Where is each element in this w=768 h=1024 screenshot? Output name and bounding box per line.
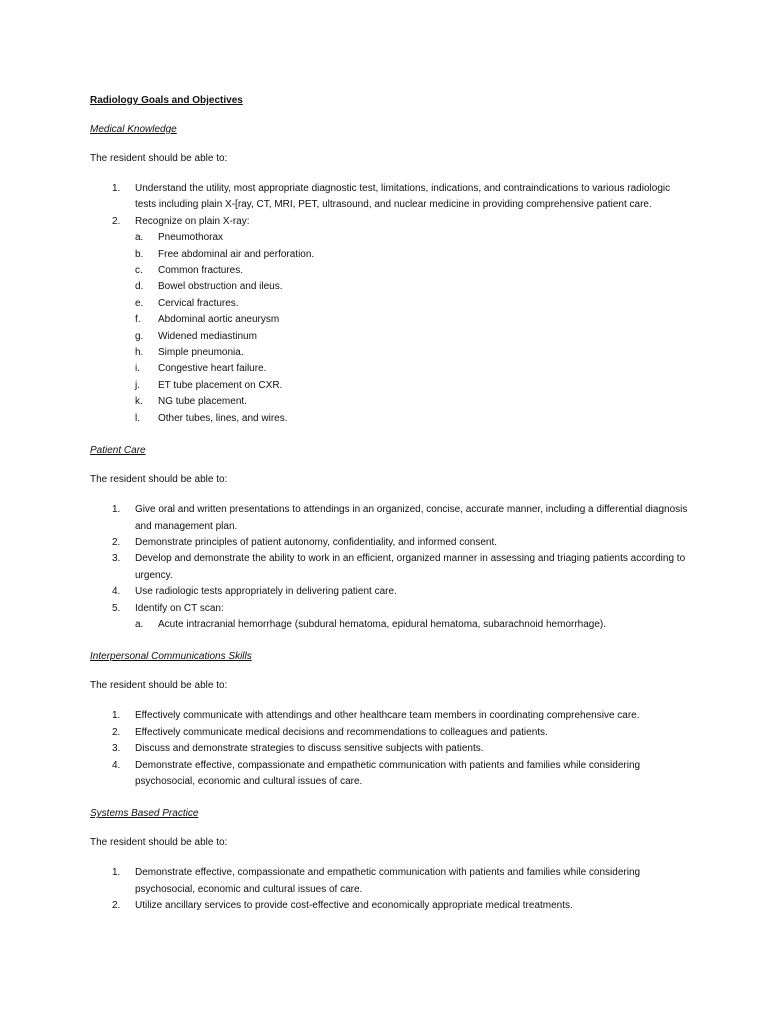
- list-item: [90, 214, 690, 427]
- section-intro: The resident should be able to:: [90, 474, 228, 486]
- objective-list: [90, 865, 690, 914]
- sub-list-item: [135, 263, 690, 279]
- item-text: Identify on CT scan:: [135, 602, 224, 614]
- item-number: 1.: [112, 183, 121, 194]
- sub-item-text: ET tube placement on CXR.: [158, 379, 283, 391]
- document-title: Radiology Goals and Objectives: [90, 95, 243, 106]
- sub-item-text: Pneumothorax: [158, 232, 224, 244]
- item-number: 2.: [112, 215, 121, 227]
- section-medical-knowledge: [90, 123, 690, 427]
- list-item: [90, 601, 690, 634]
- item-number: 3.: [112, 553, 121, 565]
- item-number: 1.: [112, 867, 121, 879]
- objective-list: [90, 708, 690, 790]
- section-intro: The resident should be able to:: [90, 837, 228, 849]
- section-heading: Patient Care: [90, 445, 146, 457]
- sub-item-letter: k.: [135, 396, 143, 408]
- item-number: 3.: [112, 743, 121, 755]
- item-number: 2.: [112, 900, 121, 912]
- sub-list-item: [135, 394, 690, 410]
- section-heading: Systems Based Practice: [90, 808, 199, 820]
- list-item: [90, 181, 690, 214]
- document-page: [90, 94, 690, 932]
- section-interpersonal-communications: [90, 650, 690, 790]
- section-patient-care: [90, 444, 690, 633]
- sub-item-letter: g.: [135, 330, 144, 342]
- list-item: [90, 865, 690, 898]
- list-item: [90, 708, 690, 724]
- item-text: Demonstrate effective, compassionate and empathetic communication with patients and families while considering psychosocial, economic and cultural issues of care.: [135, 759, 641, 787]
- sub-list: [135, 230, 690, 427]
- item-text: Discuss and demonstrate strategies to discuss sensitive subjects with patients.: [135, 743, 484, 755]
- sub-list-item: [135, 361, 690, 377]
- sub-item-text: Other tubes, lines, and wires.: [158, 412, 288, 424]
- sub-list-item: [135, 329, 690, 345]
- list-item: [90, 725, 690, 741]
- item-text: Recognize on plain X-ray:: [135, 215, 250, 227]
- sub-list-item: [135, 312, 690, 328]
- item-text: Use radiologic tests appropriately in delivering patient care.: [135, 586, 397, 598]
- objective-list: [90, 502, 690, 633]
- section-intro: The resident should be able to:: [90, 680, 228, 692]
- item-text: Give oral and written presentations to attendings in an organized, concise, accurate manner, including a differential diagnosis and management plan.: [135, 504, 688, 532]
- list-item: [90, 584, 690, 600]
- section-heading: Medical Knowledge: [90, 124, 177, 135]
- item-number: 4.: [112, 759, 121, 771]
- item-number: 1.: [112, 710, 121, 722]
- sub-item-text: Bowel obstruction and ileus.: [158, 281, 283, 293]
- sub-item-letter: i.: [135, 363, 140, 375]
- item-number: 2.: [112, 726, 121, 738]
- objective-list: [90, 181, 690, 427]
- sub-item-text: Free abdominal air and perforation.: [158, 248, 315, 260]
- item-number: 1.: [112, 504, 121, 516]
- list-item: [90, 741, 690, 757]
- item-text: Effectively communicate with attendings and other healthcare team members in coordinating comprehensive care.: [135, 710, 640, 722]
- sub-item-text: NG tube placement.: [158, 396, 247, 408]
- sub-item-text: Simple pneumonia.: [158, 347, 244, 359]
- sub-list-item: [135, 279, 690, 295]
- sub-list-item: [135, 230, 690, 246]
- sub-item-text: Acute intracranial hemorrhage (subdural hematoma, epidural hematoma, subarachnoid hemorrhage).: [158, 618, 607, 630]
- item-text: Understand the utility, most appropriate diagnostic test, limitations, indications, and contraindications to various radiologic tests including plain X-[ray, CT, MRI, PET, ultrasound, and nuclear medicine in providing comprehensive patient care.: [135, 183, 671, 211]
- sub-item-letter: a.: [135, 618, 144, 630]
- list-item: [90, 535, 690, 551]
- sub-item-text: Congestive heart failure.: [158, 363, 267, 375]
- sub-item-letter: c.: [135, 265, 143, 277]
- sub-item-text: Abdominal aortic aneurysm: [158, 314, 280, 326]
- list-item: [90, 758, 690, 791]
- sub-item-text: Cervical fractures.: [158, 297, 239, 309]
- sub-item-letter: a.: [135, 232, 144, 244]
- sub-list-item: [135, 247, 690, 263]
- sub-item-letter: d.: [135, 281, 144, 293]
- item-text: Demonstrate effective, compassionate and empathetic communication with patients and families while considering psychosocial, economic and cultural issues of care.: [135, 867, 641, 895]
- sub-item-text: Widened mediastinum: [158, 330, 257, 342]
- sub-item-letter: j.: [135, 379, 140, 391]
- item-number: 2.: [112, 536, 121, 548]
- sub-item-letter: h.: [135, 347, 144, 359]
- section-intro: The resident should be able to:: [90, 153, 228, 164]
- item-text: Effectively communicate medical decisions and recommendations to colleagues and patients.: [135, 726, 548, 738]
- sub-item-text: Common fractures.: [158, 265, 244, 277]
- list-item: [90, 502, 690, 535]
- sub-item-letter: l.: [135, 412, 140, 424]
- sub-list-item: [135, 296, 690, 312]
- sub-list-item: [135, 411, 690, 427]
- sub-list-item: [135, 617, 690, 633]
- list-item: [90, 551, 690, 584]
- section-heading: Interpersonal Communications Skills: [90, 651, 252, 663]
- list-item: [90, 898, 690, 914]
- item-text: Develop and demonstrate the ability to work in an efficient, organized manner in assessing and triaging patients according to urgency.: [135, 553, 686, 581]
- item-text: Utilize ancillary services to provide cost-effective and economically appropriate medical treatments.: [135, 900, 573, 912]
- item-number: 5.: [112, 602, 121, 614]
- sub-list: [135, 617, 690, 633]
- item-number: 4.: [112, 586, 121, 598]
- sub-list-item: [135, 345, 690, 361]
- section-systems-based-practice: [90, 807, 690, 914]
- item-text: Demonstrate principles of patient autonomy, confidentiality, and informed consent.: [135, 536, 498, 548]
- sub-item-letter: b.: [135, 248, 144, 260]
- sub-list-item: [135, 378, 690, 394]
- sub-item-letter: f.: [135, 314, 141, 326]
- sub-item-letter: e.: [135, 297, 144, 309]
